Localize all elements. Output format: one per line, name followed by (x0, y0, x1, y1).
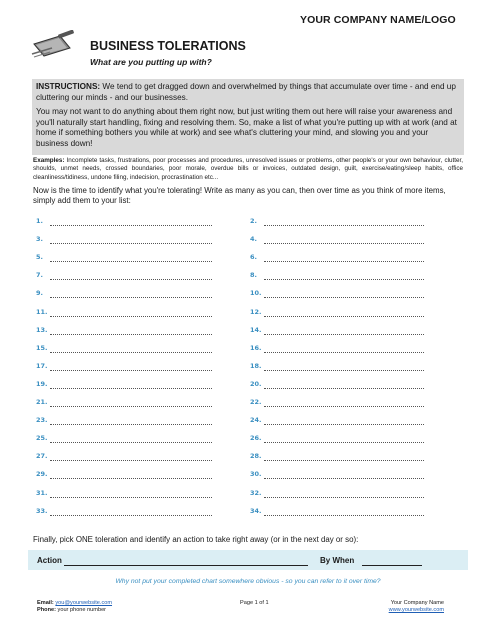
phone-label: Phone: (37, 607, 56, 613)
list-item-number: 3. (36, 235, 43, 244)
list-item[interactable] (36, 452, 212, 463)
list-intro: Now is the time to identify what you're tolerating! Write as many as you can, then over time as you think of more items, simply add them to your list: (33, 186, 446, 206)
list-item-entry-line[interactable] (264, 334, 424, 335)
list-item-entry-line[interactable] (50, 334, 212, 335)
list-item-entry-line[interactable] (264, 225, 424, 226)
list-item-number: 27. (36, 452, 48, 461)
list-item-entry-line[interactable] (50, 497, 212, 498)
list-item-entry-line[interactable] (264, 424, 424, 425)
instructions-paragraph-1 (36, 82, 460, 103)
examples-text (33, 157, 463, 182)
action-bar (28, 550, 468, 570)
list-item-entry-line[interactable] (264, 497, 424, 498)
action-label: Action (37, 556, 62, 565)
list-item-number: 12. (250, 307, 262, 316)
list-item-number: 5. (36, 253, 43, 262)
list-item[interactable] (36, 326, 212, 337)
list-item-entry-line[interactable] (50, 424, 212, 425)
list-item-number: 2. (250, 217, 257, 225)
action-field[interactable] (64, 565, 308, 566)
list-item-number: 26. (250, 434, 262, 443)
list-item-number: 16. (250, 343, 262, 352)
list-item[interactable] (36, 489, 212, 500)
phone-number: your phone number (57, 607, 107, 613)
list-item[interactable] (250, 289, 424, 300)
list-item-number: 13. (36, 325, 48, 334)
list-item-entry-line[interactable] (50, 261, 212, 262)
list-item-entry-line[interactable] (50, 225, 212, 226)
tip-text: Why not put your completed chart somewhere obvious - so you can refer to it over time? (115, 578, 381, 585)
company-name-logo: YOUR COMPANY NAME/LOGO (300, 14, 456, 26)
list-item-number: 4. (250, 235, 257, 244)
list-item-entry-line[interactable] (264, 261, 424, 262)
list-item-entry-line[interactable] (50, 279, 212, 280)
page-number: Page 1 of 1 (240, 600, 269, 606)
list-item-number: 14. (250, 325, 262, 334)
list-item-number: 8. (250, 271, 257, 280)
list-item-number: 20. (250, 379, 262, 388)
list-item-entry-line[interactable] (264, 243, 424, 244)
list-item-number: 23. (36, 416, 48, 425)
list-item-number: 32. (250, 488, 262, 497)
list-item-entry-line[interactable] (50, 388, 212, 389)
email-label: Email: (37, 600, 54, 606)
list-item-number: 25. (36, 434, 48, 443)
list-item-number: 22. (250, 398, 262, 406)
list-item-entry-line[interactable] (264, 442, 424, 443)
list-item-entry-line[interactable] (50, 515, 212, 516)
instructions-box (32, 79, 464, 155)
list-item-number: 18. (250, 361, 262, 370)
list-item-entry-line[interactable] (264, 460, 424, 461)
finally-text: Finally, pick ONE toleration and identify an action to take right away (or in the next day or so): (33, 535, 359, 544)
list-item-entry-line[interactable] (264, 478, 424, 479)
list-item[interactable] (250, 452, 424, 463)
list-item[interactable] (36, 380, 212, 391)
list-item-entry-line[interactable] (50, 478, 212, 479)
website-link[interactable]: www.yourwebsite.com (388, 607, 444, 613)
list-item[interactable] (250, 326, 424, 337)
footer-contact (37, 600, 112, 614)
list-item-number: 24. (250, 416, 262, 425)
list-item[interactable] (250, 235, 424, 246)
list-item-entry-line[interactable] (50, 352, 212, 353)
list-item-number: 9. (36, 289, 43, 298)
list-item-number: 19. (36, 379, 48, 388)
list-item[interactable] (36, 308, 212, 319)
list-item-number: 6. (250, 253, 257, 262)
list-item[interactable] (250, 271, 424, 282)
footer-company-name: Your Company Name (390, 600, 444, 606)
list-item-entry-line[interactable] (50, 442, 212, 443)
list-item-entry-line[interactable] (50, 460, 212, 461)
list-item[interactable] (36, 470, 212, 481)
list-item-entry-line[interactable] (264, 279, 424, 280)
page-subtitle: What are you putting up with? (90, 57, 212, 67)
list-item-entry-line[interactable] (264, 316, 424, 317)
list-item[interactable] (250, 380, 424, 391)
list-item-entry-line[interactable] (264, 297, 424, 298)
list-item-number: 17. (36, 361, 48, 370)
list-item-entry-line[interactable] (264, 370, 424, 371)
list-item[interactable] (250, 434, 424, 445)
list-item-number: 10. (250, 289, 262, 298)
list-item[interactable] (36, 507, 212, 518)
list-item-number: 34. (250, 506, 262, 515)
list-item[interactable] (36, 235, 212, 246)
list-item[interactable] (250, 308, 424, 319)
list-item[interactable] (36, 362, 212, 373)
list-item-number: 15. (36, 343, 48, 352)
email-link[interactable]: you@yourwebsite.com (55, 600, 113, 606)
list-item-number: 31. (36, 488, 48, 497)
dustpan-broom-icon (30, 30, 76, 60)
list-item-entry-line[interactable] (264, 352, 424, 353)
list-item-entry-line[interactable] (264, 406, 424, 407)
list-item[interactable] (36, 434, 212, 445)
list-item[interactable] (250, 470, 424, 481)
page-title: BUSINESS TOLERATIONS (90, 39, 246, 53)
list-item-number: 21. (36, 398, 48, 406)
list-item[interactable] (250, 344, 424, 355)
list-item[interactable] (36, 416, 212, 427)
list-item[interactable] (36, 217, 212, 228)
footer-company (370, 600, 444, 614)
list-item[interactable] (250, 398, 424, 409)
list-item-entry-line[interactable] (50, 243, 212, 244)
list-item[interactable] (36, 253, 212, 264)
list-item[interactable] (250, 507, 424, 518)
by-when-field[interactable] (362, 565, 422, 566)
list-item-entry-line[interactable] (264, 388, 424, 389)
list-item-number: 33. (36, 506, 48, 515)
list-item[interactable] (36, 344, 212, 355)
list-item-entry-line[interactable] (264, 515, 424, 516)
list-item-entry-line[interactable] (50, 370, 212, 371)
examples-label: Examples: (33, 157, 65, 164)
list-item[interactable] (250, 362, 424, 373)
instructions-label: INSTRUCTIONS: (36, 82, 101, 91)
list-item-number: 11. (36, 307, 48, 316)
by-when-label: By When (320, 556, 355, 565)
instructions-text-2: You may not want to do anything about them right now, but just writing them out here will raise your awareness and you'll naturally start handling, fixing and resolving them. So, make a list of what you're putting up with at work (and at home if something bothers you while at work) and see what's cluttering your mind, and slowing you and your business down! (36, 107, 457, 148)
list-item-number: 28. (250, 452, 262, 461)
list-item-entry-line[interactable] (50, 316, 212, 317)
list-item[interactable] (36, 289, 212, 300)
list-item-number: 30. (250, 470, 262, 479)
list-item-entry-line[interactable] (50, 297, 212, 298)
list-item-number: 29. (36, 470, 48, 479)
list-item[interactable] (250, 253, 424, 264)
examples-body: Incomplete tasks, frustrations, poor processes and procedures, unresolved issues or problems, other people's or your own behaviour, clutter, shoulds, unmet needs, crossed boundaries, poor morale, overdue bills or invoices, outdated design, guilt, exercise/eating/sleep habits, office cleanliness/tidiness, undone filing, indecision, procrastination etc... (33, 157, 463, 181)
list-item-number: 7. (36, 271, 43, 280)
list-item-number: 1. (36, 217, 43, 225)
list-item[interactable] (36, 271, 212, 282)
instructions-text-1: We tend to get dragged down and overwhelmed by things that accumulate over time - and end up cluttering our minds - and our businesses. (36, 82, 456, 102)
list-item[interactable] (250, 416, 424, 427)
list-item-entry-line[interactable] (50, 406, 212, 407)
list-item[interactable] (250, 217, 424, 228)
list-item[interactable] (36, 398, 212, 409)
list-item[interactable] (250, 489, 424, 500)
